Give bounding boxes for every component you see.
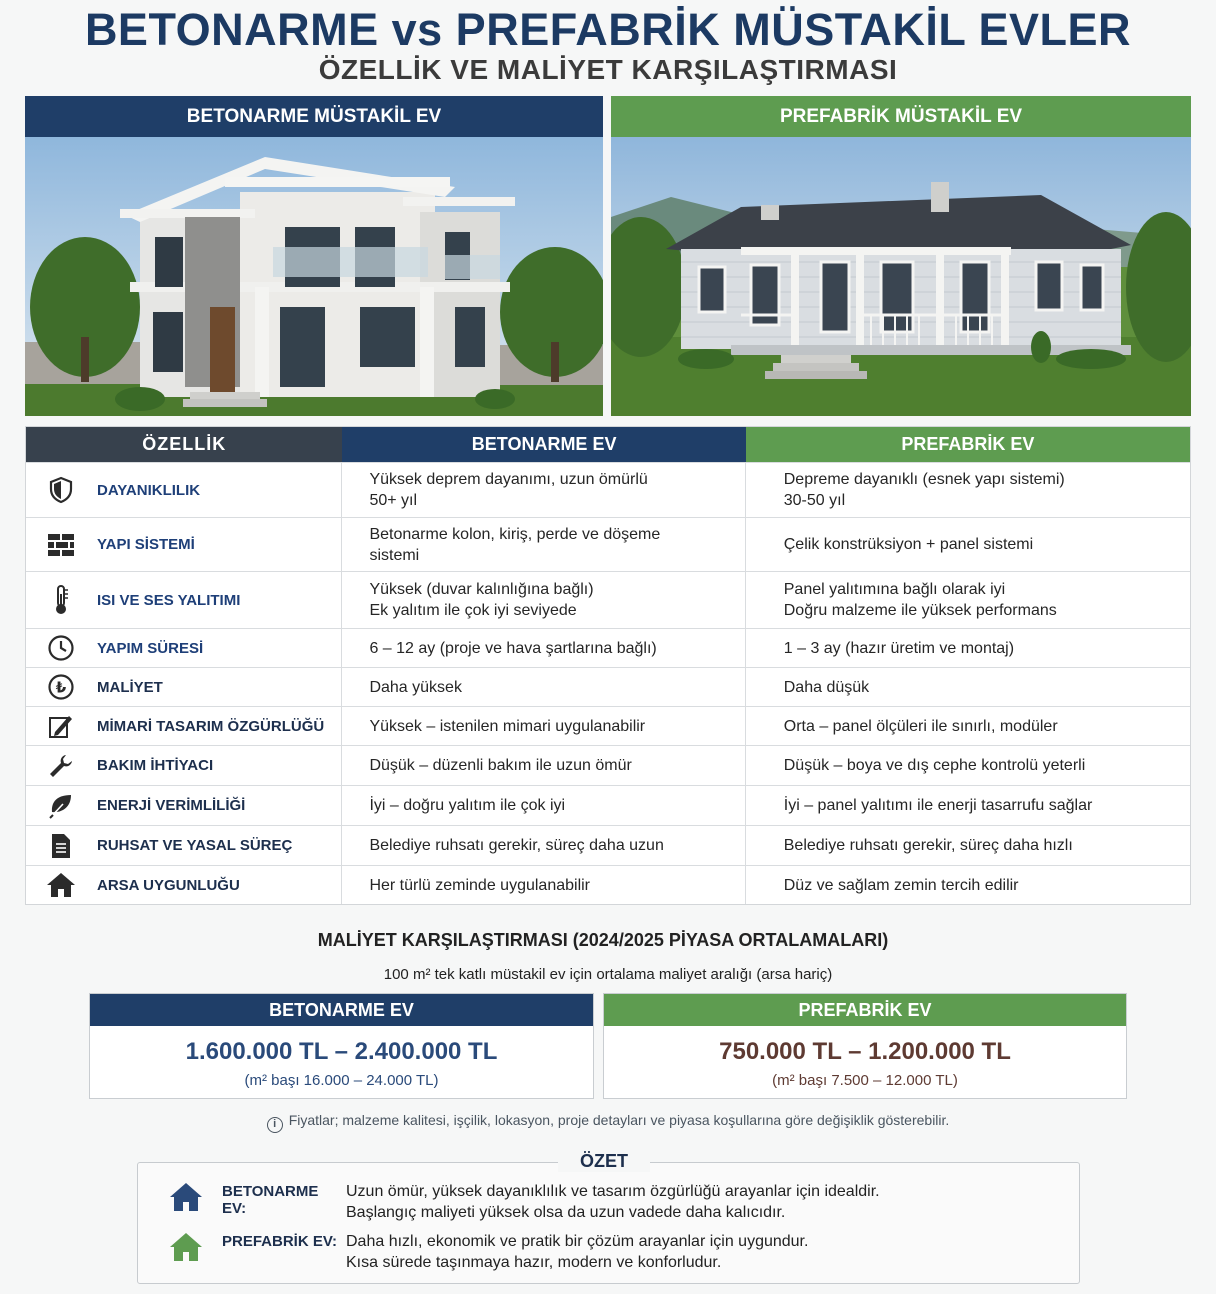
cell-line: Panel yalıtımına bağlı olarak iyi <box>783 581 1006 598</box>
prefabrik-cell <box>746 629 1190 667</box>
prefabrik-cost-range: 750.000 TL – 1.200.000 TL <box>719 1038 1011 1065</box>
feature-cell <box>26 866 342 904</box>
table-row <box>26 667 1190 706</box>
thermometer-icon <box>46 585 76 615</box>
cost-title: MALİYET KARŞILAŞTIRMASI (2024/2025 PİYASA ORTALAMALARI) <box>317 930 889 950</box>
summary-title: ÖZET <box>558 1151 650 1172</box>
price-note <box>0 1112 1216 1133</box>
cell-line: Yüksek deprem dayanımı, uzun ömürlü <box>369 471 648 488</box>
prefabrik-cell <box>746 826 1190 865</box>
prefabrik-panel <box>611 96 1191 416</box>
feature-label: YAPI SİSTEMİ <box>97 536 195 553</box>
table-row <box>26 825 1190 865</box>
table-row <box>26 628 1190 667</box>
cell-line: Düşük – düzenli bakım ile uzun ömür <box>369 757 632 774</box>
cell-line: 1 – 3 ay (hazır üretim ve montaj) <box>783 639 1015 657</box>
betonarme-house-image <box>25 137 603 416</box>
leaf-icon <box>46 791 76 821</box>
table-row <box>26 571 1190 628</box>
summary-line: Daha hızlı, ekonomik ve pratik bir çözüm arayanlar için uygundur. <box>346 1233 809 1250</box>
lira-coin-icon <box>46 672 76 702</box>
summary-betonarme-text <box>346 1181 880 1223</box>
table-header <box>26 427 1190 462</box>
header-feature: ÖZELLİK <box>26 427 342 462</box>
cell-line: Orta – panel ölçüleri ile sınırlı, modüler <box>783 717 1058 735</box>
feature-cell <box>26 572 342 628</box>
info-icon: i <box>267 1117 283 1133</box>
feature-cell <box>26 746 342 785</box>
cell-line: Daha düşük <box>783 678 870 696</box>
summary-betonarme-label: BETONARME EV: <box>222 1183 319 1217</box>
prefabrik-cost-label: PREFABRİK EV <box>604 994 1126 1026</box>
cell-line: Doğru malzeme ile yüksek performans <box>783 602 1057 619</box>
cell-line: Yüksek (duvar kalınlığına bağlı) <box>369 581 594 598</box>
cell-line: Yüksek – istenilen mimari uygulanabilir <box>369 717 646 735</box>
page-subtitle: ÖZELLİK VE MALİYET KARŞILAŞTIRMASI <box>318 54 898 85</box>
house-green-icon <box>168 1231 208 1273</box>
feature-label: BAKIM İHTİYACI <box>97 757 214 774</box>
prefabrik-cell <box>746 572 1190 628</box>
header-prefabrik: PREFABRİK EV <box>746 427 1190 462</box>
svg-text:₺: ₺ <box>55 678 67 697</box>
prefabrik-cell <box>746 866 1190 904</box>
table-row <box>26 462 1190 517</box>
betonarme-panel <box>25 96 603 416</box>
price-note-text: Fiyatlar; malzeme kalitesi, işçilik, lokasyon, proje detayları ve piyasa koşullarına göre değişiklik gösterebilir. <box>288 1112 950 1128</box>
cell-line: Ek yalıtım ile çok iyi seviyede <box>369 602 577 619</box>
betonarme-cell <box>342 572 745 628</box>
cost-subtitle: 100 m² tek katlı müstakil ev için ortalama maliyet aralığı (arsa hariç) <box>383 966 833 983</box>
cell-line: 30-50 yıl <box>783 492 846 509</box>
betonarme-cell <box>342 786 745 825</box>
betonarme-cell <box>342 826 745 865</box>
table-row <box>26 865 1190 904</box>
wrench-icon <box>46 751 76 781</box>
table-row <box>26 785 1190 825</box>
feature-label: ENERJİ VERİMLİLİĞİ <box>97 797 246 814</box>
cell-line: Çelik konstrüksiyon + panel sistemi <box>783 536 1034 553</box>
betonarme-cell <box>342 707 745 745</box>
cell-line: 50+ yıl <box>369 492 418 509</box>
betonarme-panel-title: BETONARME MÜSTAKİL EV <box>25 96 603 137</box>
summary-prefabrik-label: PREFABRİK EV: <box>222 1233 338 1250</box>
betonarme-cost-card <box>89 993 594 1099</box>
feature-label: DAYANIKLILIK <box>97 481 201 499</box>
feature-cell <box>26 786 342 825</box>
summary-line: Kısa sürede taşınmaya hazır, modern ve konforludur. <box>346 1254 722 1271</box>
feature-cell <box>26 668 342 706</box>
table-row <box>26 745 1190 785</box>
feature-label: ISI VE SES YALITIMI <box>97 591 241 609</box>
summary-betonarme <box>168 1181 880 1223</box>
page-title: BETONARME vs PREFABRİK MÜSTAKİL EVLER <box>84 4 1132 55</box>
prefabrik-cell <box>746 668 1190 706</box>
cell-line: Düz ve sağlam zemin tercih edilir <box>783 876 1019 894</box>
feature-label: MİMARİ TASARIM ÖZGÜRLÜĞÜ <box>97 717 325 735</box>
betonarme-cost-range: 1.600.000 TL – 2.400.000 TL <box>185 1038 498 1065</box>
prefabrik-cell <box>746 707 1190 745</box>
summary-box <box>137 1151 1080 1284</box>
feature-cell <box>26 826 342 865</box>
feature-cell <box>26 463 342 517</box>
cell-line: Düşük – boya ve dış cephe kontrolü yeterli <box>783 757 1086 774</box>
betonarme-cell <box>342 463 745 517</box>
shield-icon <box>46 475 76 505</box>
prefabrik-cost-card <box>603 993 1127 1099</box>
betonarme-cell <box>342 746 745 785</box>
betonarme-cell <box>342 668 745 706</box>
table-row <box>26 517 1190 571</box>
feature-label: MALİYET <box>97 678 163 696</box>
prefabrik-house-image <box>611 137 1191 416</box>
summary-prefabrik <box>168 1231 808 1273</box>
feature-cell <box>26 707 342 745</box>
document-icon <box>46 831 76 861</box>
pencil-ruler-icon <box>46 711 76 741</box>
cell-line: Depreme dayanıklı (esnek yapı sistemi) <box>783 471 1065 488</box>
feature-label: ARSA UYGUNLUĞU <box>97 876 240 894</box>
prefabrik-cell <box>746 786 1190 825</box>
header-betonarme: BETONARME EV <box>342 427 745 462</box>
feature-cell <box>26 629 342 667</box>
cell-line: Betonarme kolon, kiriş, perde ve döşeme <box>369 525 661 543</box>
cell-line: Belediye ruhsatı gerekir, süreç daha hızlı <box>783 837 1073 854</box>
prefabrik-cell <box>746 463 1190 517</box>
feature-label: YAPIM SÜRESİ <box>97 639 204 657</box>
betonarme-cell <box>342 866 745 904</box>
house-navy-icon <box>168 1181 208 1223</box>
betonarme-cell <box>342 518 745 571</box>
prefabrik-cell <box>746 518 1190 571</box>
prefabrik-cell <box>746 746 1190 785</box>
clock-icon <box>46 633 76 663</box>
prefabrik-cost-per-m2: (m² başı 7.500 – 12.000 TL) <box>772 1072 958 1089</box>
cell-line: Her türlü zeminde uygulanabilir <box>369 876 591 894</box>
summary-line: Başlangıç maliyeti yüksek olsa da uzun vadede daha kalıcıdır. <box>346 1204 786 1221</box>
table-row <box>26 706 1190 745</box>
house-icon <box>46 870 76 900</box>
summary-prefabrik-text <box>346 1231 808 1273</box>
cell-line: sistemi <box>369 546 420 564</box>
cell-line: İyi – doğru yalıtım ile çok iyi <box>369 797 566 814</box>
comparison-table <box>25 426 1191 905</box>
cell-line: 6 – 12 ay (proje ve hava şartlarına bağlı) <box>369 639 657 657</box>
cell-line: İyi – panel yalıtımı ile enerji tasarrufu sağlar <box>783 797 1093 814</box>
cell-line: Daha yüksek <box>369 678 462 696</box>
prefabrik-panel-title: PREFABRİK MÜSTAKİL EV <box>611 96 1191 137</box>
betonarme-cell <box>342 629 745 667</box>
betonarme-cost-per-m2: (m² başı 16.000 – 24.000 TL) <box>244 1072 439 1089</box>
brick-wall-icon <box>46 530 76 560</box>
feature-label: RUHSAT VE YASAL SÜREÇ <box>97 837 293 854</box>
betonarme-cost-label: BETONARME EV <box>90 994 593 1026</box>
feature-cell <box>26 518 342 571</box>
summary-line: Uzun ömür, yüksek dayanıklılık ve tasarım özgürlüğü arayanlar için idealdir. <box>346 1183 880 1200</box>
cell-line: Belediye ruhsatı gerekir, süreç daha uzun <box>369 837 664 854</box>
